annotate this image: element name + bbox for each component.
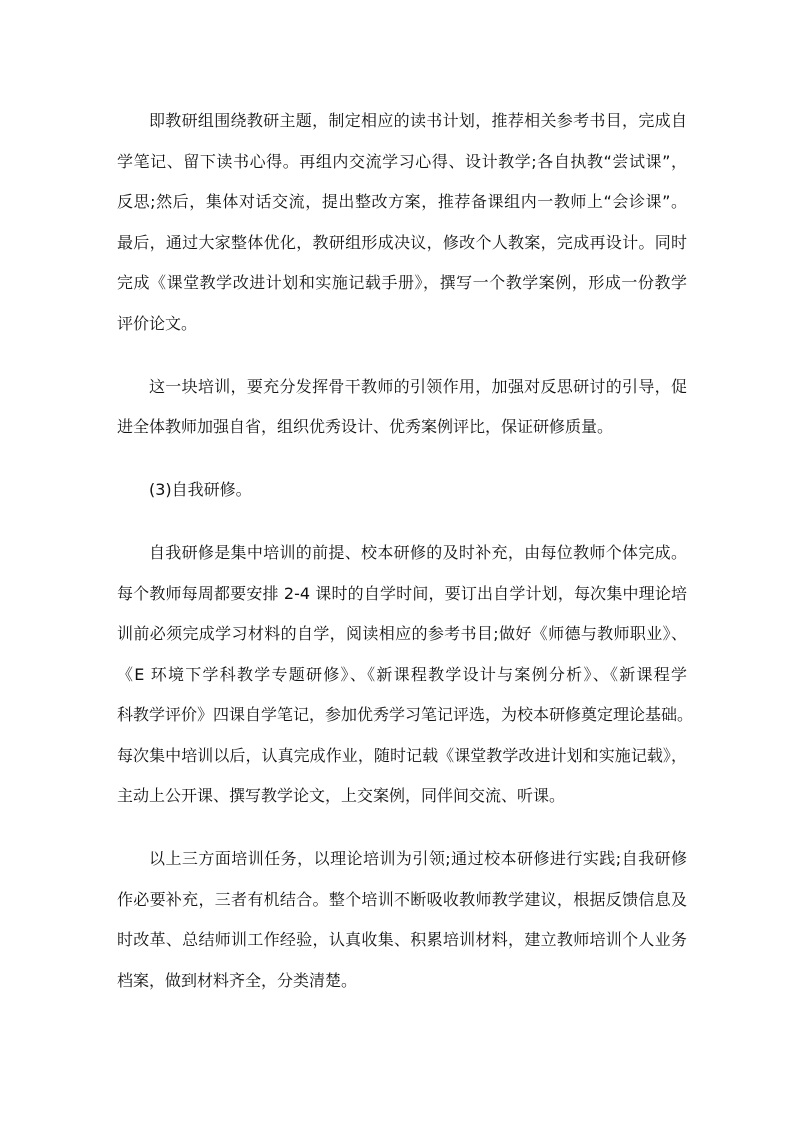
text-line: 自我研修是集中培训的前提、校本研修的及时补充，由每位教师个体完成。 (149, 543, 687, 562)
paragraph-self-study (117, 533, 694, 817)
text-line: 这一块培训，要充分发挥骨干教师的引领作用，加强对反思研讨的引导，促 (149, 376, 687, 396)
document-body (117, 101, 694, 1001)
text-line: 训前必须完成学习材料的自学，阅读相应的参考书目;做好《师德与教师职业》、 (117, 624, 687, 643)
text-line: 时改革、总结师训工作经验，认真收集、积累培训材料，建立教师培训个人业务 (117, 930, 687, 949)
paragraph-reading-plan (117, 101, 687, 344)
text-line: (3)自我研修。 (149, 480, 252, 499)
text-line: 档案，做到材料齐全，分类清楚。 (117, 970, 358, 990)
text-line: 即教研组围绕教研主题，制定相应的读书计划，推荐相关参考书目，完成自 (149, 111, 687, 130)
text-line: 进全体教师加强自省，组织优秀设计、优秀案例评比，保证研修质量。 (117, 417, 614, 436)
text-line: 每次集中培训以后，认真完成作业，随时记载《课堂教学改进计划和实施记载》， (117, 745, 687, 765)
text-line: 学笔记、留下读书心得。再组内交流学习心得、设计教学;各自执教“尝试课”， (117, 151, 687, 171)
paragraph-training-guidance (117, 367, 687, 448)
text-line: 完成《课堂教学改进计划和实施记载手册》，撰写一个教学案例，形成一份教学 (117, 273, 687, 292)
text-line: 《E 环境下学科教学专题研修》、《新课程教学设计与案例分析》、《新课程学 (117, 664, 687, 684)
text-line: 每个教师每周都要安排 2-4 课时的自学时间，要订出自学计划，每次集中理论培 (117, 583, 687, 603)
section-heading-self-study (117, 470, 687, 511)
text-line: 作必要补充，三者有机结合。整个培训不断吸收教师教学建议，根据反馈信息及 (117, 889, 687, 909)
text-line: 主动上公开课、撰写教学论文，上交案例，同伴间交流、听课。 (117, 786, 566, 805)
text-line: 评价论文。 (117, 313, 198, 333)
text-line: 最后，通过大家整体优化，教研组形成决议，修改个人教案，完成再设计。同时 (117, 232, 687, 252)
text-line: 以上三方面培训任务，以理论培训为引领;通过校本研修进行实践;自我研修 (149, 849, 687, 868)
text-line: 反思;然后，集体对话交流，提出整改方案，推荐备课组内一教师上“会诊课”。 (117, 192, 687, 211)
text-line: 科教学评价》四课自学笔记，参加优秀学习笔记评选，为校本研修奠定理论基础。 (117, 705, 694, 724)
paragraph-summary (117, 839, 687, 1001)
